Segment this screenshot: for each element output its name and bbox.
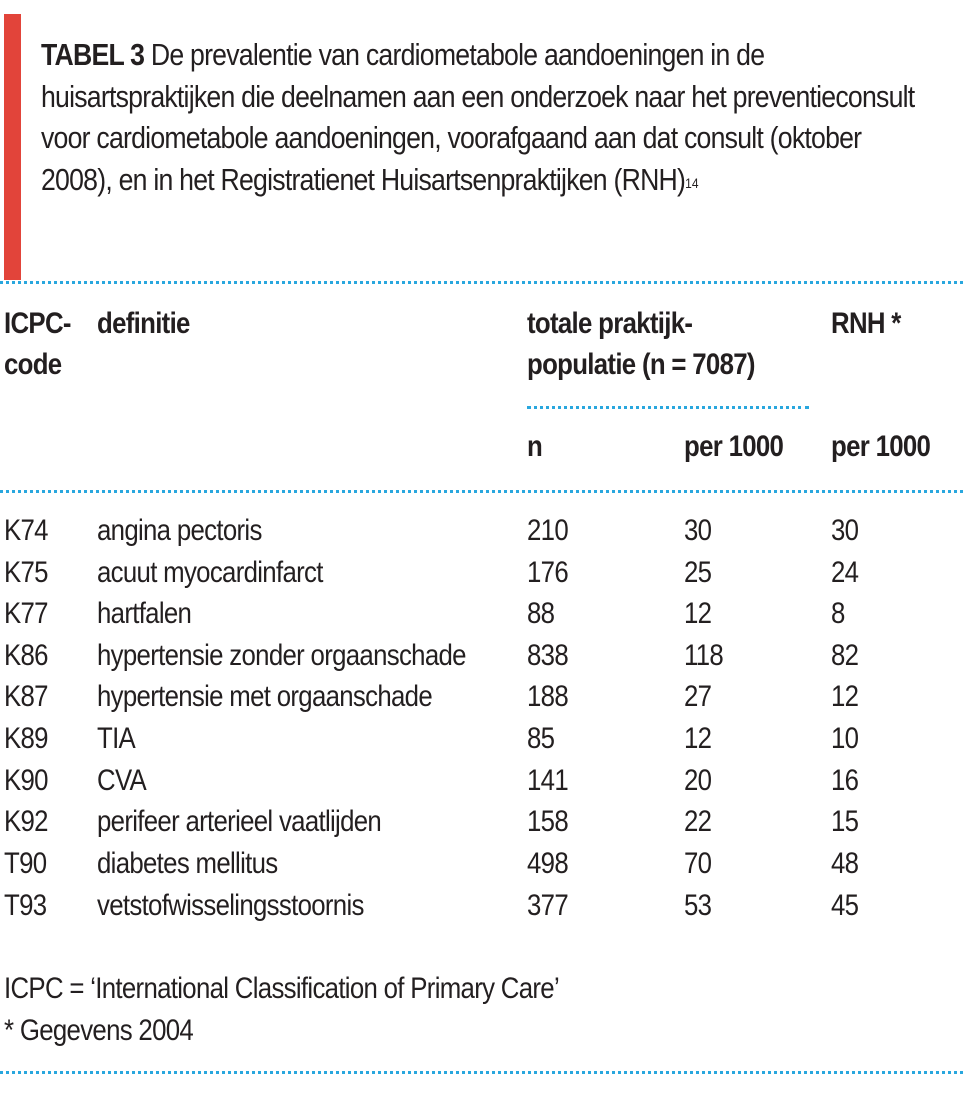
cell-per1000: 118: [684, 639, 724, 672]
cell-definitie: acuut myocardinfarct: [97, 556, 323, 589]
header-definitie: definitie: [97, 307, 190, 340]
cell-per1000: 30: [684, 514, 712, 547]
cell-per1000: 53: [684, 889, 712, 922]
cell-rnh: 30: [831, 514, 859, 547]
cell-n: 210: [527, 514, 568, 547]
table-caption: [41, 34, 935, 200]
rule-top: [0, 281, 963, 284]
cell-definitie: CVA: [97, 764, 147, 797]
cell-n: 188: [527, 680, 568, 713]
cell-code: K74: [4, 514, 48, 547]
cell-per1000: 22: [684, 805, 712, 838]
cell-n: 498: [527, 847, 568, 880]
header-code: [4, 303, 71, 385]
header-code-line1: ICPC-: [4, 307, 71, 340]
cell-code: K89: [4, 722, 48, 755]
cell-per1000: 70: [684, 847, 712, 880]
header-rnh-per1000: per 1000: [831, 430, 931, 463]
cell-per1000: 27: [684, 680, 712, 713]
header-totale-line1: totale praktijk-: [527, 307, 693, 340]
cell-n: 88: [527, 597, 555, 630]
cell-definitie: angina pectoris: [97, 514, 262, 547]
cell-definitie: hartfalen: [97, 597, 192, 630]
cell-n: 838: [527, 639, 568, 672]
cell-code: T90: [4, 847, 47, 880]
cell-per1000: 20: [684, 764, 712, 797]
cell-n: 141: [527, 764, 568, 797]
footnote-icpc: ICPC = ‘International Classification of Primary Care’: [4, 972, 560, 1005]
cell-code: K75: [4, 556, 48, 589]
rule-subheader: [527, 406, 809, 409]
cell-rnh: 16: [831, 764, 859, 797]
header-per1000: per 1000: [684, 430, 784, 463]
header-totale-populatie: [527, 303, 755, 385]
cell-rnh: 10: [831, 722, 859, 755]
cell-rnh: 8: [831, 597, 845, 630]
cell-definitie: hypertensie met orgaanschade: [97, 680, 432, 713]
cell-rnh: 45: [831, 889, 859, 922]
cell-code: K77: [4, 597, 48, 630]
header-n: n: [527, 430, 543, 463]
cell-n: 377: [527, 889, 568, 922]
cell-code: K86: [4, 639, 48, 672]
cell-definitie: perifeer arterieel vaatlijden: [97, 805, 382, 838]
accent-bar: [4, 14, 21, 280]
cell-rnh: 12: [831, 680, 859, 713]
table-label: TABEL 3: [41, 37, 145, 72]
cell-code: T93: [4, 889, 47, 922]
header-code-line2: code: [4, 348, 62, 381]
caption-reference: 14: [685, 174, 699, 191]
cell-code: K92: [4, 805, 48, 838]
cell-per1000: 12: [684, 597, 712, 630]
cell-per1000: 25: [684, 556, 712, 589]
header-rnh: RNH *: [831, 307, 901, 340]
header-totale-line2: populatie (n = 7087): [527, 348, 755, 381]
cell-per1000: 12: [684, 722, 712, 755]
footnote-gegevens: * Gegevens 2004: [4, 1014, 194, 1047]
cell-n: 85: [527, 722, 555, 755]
cell-rnh: 48: [831, 847, 859, 880]
cell-code: K87: [4, 680, 48, 713]
caption-text: De prevalentie van cardiometabole aandoeningen in de huisartspraktijken die deelnamen aan een onderzoek naar het preventieconsult voor cardiometabole aandoeningen, voorafgaand aan dat consult (oktober 2008), en in het Registratienet Huisartsenpraktijken (RNH): [41, 37, 915, 197]
cell-rnh: 15: [831, 805, 859, 838]
rule-bottom: [0, 1071, 963, 1074]
cell-definitie: diabetes mellitus: [97, 847, 278, 880]
cell-n: 176: [527, 556, 568, 589]
cell-definitie: TIA: [97, 722, 136, 755]
table-caption-block: [4, 14, 954, 280]
cell-definitie: hypertensie zonder orgaanschade: [97, 639, 466, 672]
cell-n: 158: [527, 805, 568, 838]
cell-rnh: 82: [831, 639, 859, 672]
cell-definitie: vetstofwisselingsstoornis: [97, 889, 364, 922]
cell-code: K90: [4, 764, 48, 797]
cell-rnh: 24: [831, 556, 859, 589]
rule-header-bottom: [0, 490, 963, 493]
